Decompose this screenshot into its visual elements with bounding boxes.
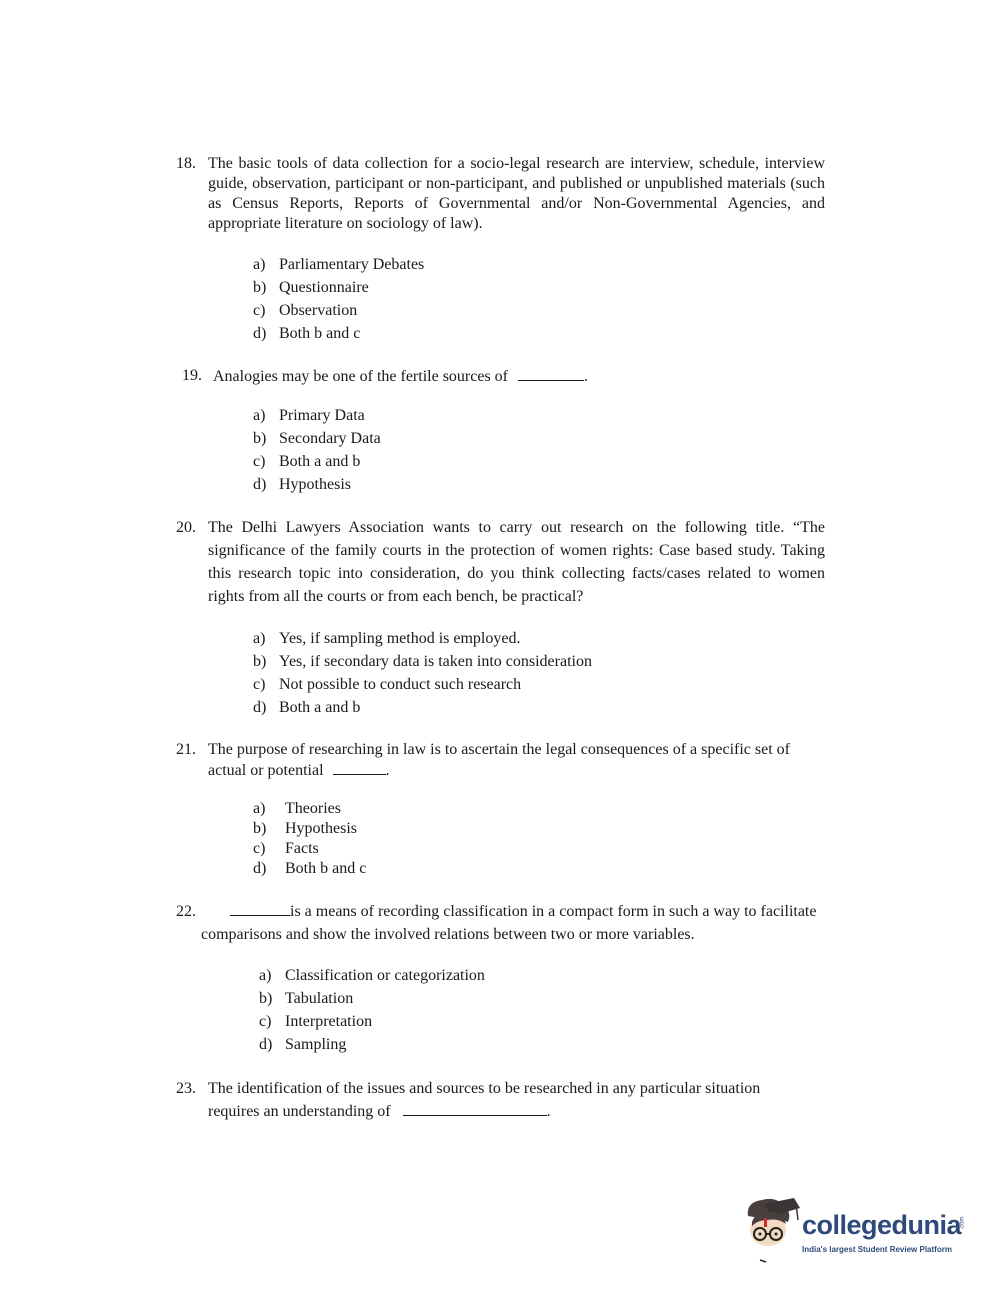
option-label: d) [253, 699, 267, 716]
option-text: Sampling [285, 1036, 347, 1053]
options-21 [253, 799, 366, 879]
answer-blank [403, 1101, 547, 1116]
option-c [253, 839, 366, 859]
options-19 [253, 404, 381, 496]
question-text: The basic tools of data collection for a socio-legal research are interview, schedule, interview guide, observation, participant or non-participant, and published or unpublished materials (such as Census Reports, Reports of Governmental and/or Non-Governmental Agencies, and appropriate literature on sociology of law). [208, 155, 825, 232]
question-number: 22. [176, 903, 196, 920]
question-19 [182, 366, 822, 387]
option-a [253, 253, 424, 276]
option-label: c) [253, 676, 266, 693]
question-20 [176, 516, 825, 608]
option-text: Hypothesis [279, 476, 351, 493]
question-23 [176, 1077, 825, 1123]
option-text: Theories [285, 800, 341, 817]
option-a [259, 964, 485, 987]
option-text: Facts [285, 840, 319, 857]
question-text: Analogies may be one of the fertile sources of . [213, 368, 589, 385]
option-label: b) [253, 820, 267, 837]
option-text: Yes, if sampling method is employed. [279, 630, 521, 647]
option-text: Interpretation [285, 1013, 373, 1030]
option-a [253, 627, 592, 650]
mascot-icon [742, 1196, 802, 1266]
option-text: Yes, if secondary data is taken into consideration [279, 653, 592, 670]
option-label: b) [253, 279, 267, 296]
option-label: d) [253, 476, 267, 493]
question-number: 19. [182, 367, 202, 384]
option-label: a) [253, 256, 266, 273]
option-label: d) [253, 860, 267, 877]
option-b [253, 650, 592, 673]
option-b [253, 819, 366, 839]
option-text: Classification or categorization [285, 967, 485, 984]
option-b [259, 987, 485, 1010]
option-a [253, 404, 381, 427]
option-c [253, 299, 424, 322]
question-number: 20. [176, 519, 196, 536]
option-text: Parliamentary Debates [279, 256, 425, 273]
options-22 [259, 964, 485, 1056]
option-label: a) [253, 407, 266, 424]
option-c [259, 1010, 485, 1033]
option-text: Questionnaire [279, 279, 369, 296]
logo-suffix: .com [959, 1216, 966, 1230]
option-text: Primary Data [279, 407, 365, 424]
option-text: Secondary Data [279, 430, 381, 447]
option-label: a) [253, 800, 266, 817]
option-c [253, 450, 381, 473]
options-20 [253, 627, 592, 719]
option-d [253, 473, 381, 496]
option-text: Tabulation [285, 990, 354, 1007]
option-b [253, 276, 424, 299]
question-text: The Delhi Lawyers Association wants to carry out research on the following title. “The significance of the family courts in the protection of women rights: Case based study. Taking this research topic into consideration, do you think collecting facts/cases related to women rights from all the courts or from each bench, be practical? [208, 519, 825, 605]
question-21 [176, 740, 825, 781]
question-number: 23. [176, 1080, 196, 1097]
option-label: c) [259, 1013, 272, 1030]
option-label: d) [253, 325, 267, 342]
option-text: Hypothesis [285, 820, 357, 837]
option-label: c) [253, 840, 266, 857]
option-text: Observation [279, 302, 358, 319]
logo-wordmark: collegedunia [802, 1210, 962, 1240]
answer-blank [333, 760, 386, 775]
options-18 [253, 253, 424, 345]
option-c [253, 673, 592, 696]
question-22 [176, 900, 825, 946]
answer-blank [230, 901, 290, 916]
option-label: b) [253, 653, 267, 670]
option-text: Both a and b [279, 453, 361, 470]
option-label: d) [259, 1036, 273, 1053]
option-label: a) [259, 967, 272, 984]
option-text: Both b and c [285, 860, 367, 877]
logo-tagline: India's largest Student Review Platform [802, 1245, 952, 1254]
question-text: The purpose of researching in law is to ascertain the legal consequences of a specific set of actual or potential . [208, 741, 790, 779]
option-d [253, 696, 592, 719]
option-text: Both a and b [279, 699, 361, 716]
option-label: c) [253, 302, 266, 319]
option-d [253, 322, 424, 345]
question-18 [176, 154, 825, 234]
option-label: b) [259, 990, 273, 1007]
option-d [259, 1033, 485, 1056]
question-number: 21. [176, 741, 196, 758]
question-text: is a means of recording classification in a compact form in such a way to facilitate comparisons and show the involved relations between two or more variables. [201, 903, 817, 943]
answer-blank [518, 366, 584, 381]
option-b [253, 427, 381, 450]
option-label: a) [253, 630, 266, 647]
collegedunia-logo [742, 1196, 972, 1266]
option-text: Both b and c [279, 325, 361, 342]
option-text: Not possible to conduct such research [279, 676, 522, 693]
option-label: b) [253, 430, 267, 447]
question-number: 18. [176, 155, 196, 172]
option-d [253, 859, 366, 879]
option-label: c) [253, 453, 266, 470]
question-text: The identification of the issues and sources to be researched in any particular situation requires an understanding of . [208, 1080, 761, 1120]
option-a [253, 799, 366, 819]
